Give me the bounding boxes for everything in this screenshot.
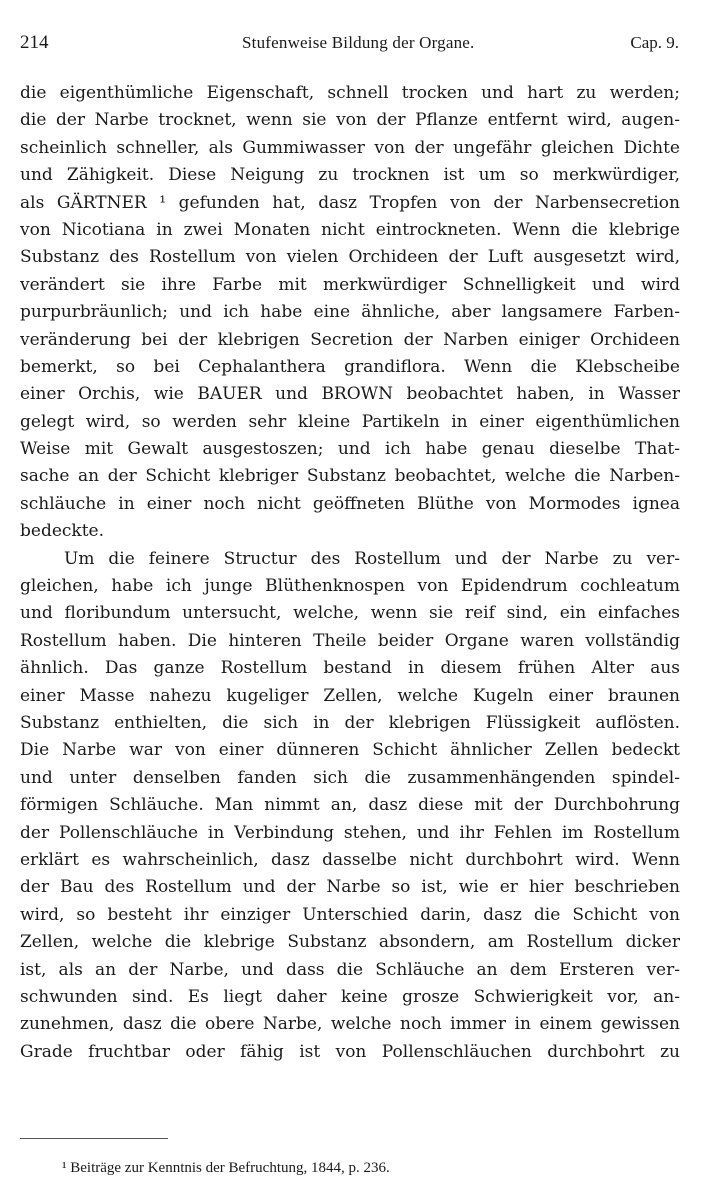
text-line: Rostellum haben. Die hinteren Theile beider Organe waren vollständig <box>20 630 680 651</box>
running-title: Stufenweise Bildung der Organe. <box>242 33 475 52</box>
text-line: einer Orchis, wie BAUER und BROWN beobachtet haben, in Wasser <box>20 384 680 405</box>
text-line: veränderung bei der klebrigen Secretion der Narben einiger Orchideen <box>20 329 680 350</box>
text-line: wird, so besteht ihr einziger Unterschied darin, dasz die Schicht von <box>20 904 680 925</box>
text-line: von Nicotiana in zwei Monaten nicht eintrockneten. Wenn die klebrige <box>20 219 680 240</box>
text-line: Substanz des Rostellum von vielen Orchideen der Luft ausgesetzt wird, <box>20 247 680 268</box>
text-line: der Bau des Rostellum und der Narbe so ist, wie er hier beschrieben <box>20 877 680 898</box>
text-line: Weise mit Gewalt ausgestoszen; und ich habe genau dieselbe That- <box>20 439 680 460</box>
text-line: scheinlich schneller, als Gummiwasser von der ungefähr gleichen Dichte <box>20 137 680 158</box>
text-line: Zellen, welche die klebrige Substanz absondern, am Rostellum dicker <box>20 932 680 953</box>
text-line: sache an der Schicht klebriger Substanz beobachtet, welche die Narben- <box>20 466 680 487</box>
page-header <box>20 32 679 56</box>
text-line: Grade fruchtbar oder fähig ist von Pollenschläuchen durchbohrt zu <box>20 1041 680 1062</box>
page-number: 214 <box>20 32 49 53</box>
text-line: ist, als an der Narbe, und dass die Schläuche an dem Ersteren ver- <box>20 959 680 980</box>
text-line: bemerkt, so bei Cephalanthera grandiflora. Wenn die Klebscheibe <box>20 356 680 377</box>
text-line: der Pollenschläuche in Verbindung stehen, und ihr Fehlen im Rostellum <box>20 822 680 843</box>
text-line: und floribundum untersucht, welche, wenn sie reif sind, ein einfaches <box>20 603 680 624</box>
text-line: die der Narbe trocknet, wenn sie von der Pflanze entfernt wird, augen- <box>20 110 680 131</box>
footnote: ¹ Beiträge zur Kenntnis der Befruchtung, 1844, p. 236. <box>62 1160 390 1176</box>
body-text <box>20 80 680 1066</box>
footnote-divider <box>20 1138 168 1139</box>
text-line: zunehmen, dasz die obere Narbe, welche noch immer in einem gewissen <box>20 1014 680 1035</box>
text-line: förmigen Schläuche. Man nimmt an, dasz diese mit der Durchbohrung <box>20 795 680 816</box>
text-line: gelegt wird, so werden sehr kleine Partikeln in einer eigenthümlichen <box>20 411 680 432</box>
text-line: schläuche in einer noch nicht geöffneten Blüthe von Mormodes ignea <box>20 493 680 514</box>
text-line: und Zähigkeit. Diese Neigung zu trocknen ist um so merkwürdiger, <box>20 165 680 186</box>
text-line: und unter denselben fanden sich die zusammenhängenden spindel- <box>20 767 680 788</box>
text-line: verändert sie ihre Farbe mit merkwürdiger Schnelligkeit und wird <box>20 274 680 295</box>
text-line: erklärt es wahrscheinlich, dasz dasselbe nicht durchbohrt wird. Wenn <box>20 849 680 870</box>
text-line: purpurbräunlich; und ich habe eine ähnliche, aber langsamere Farben- <box>20 302 680 323</box>
text-line: Die Narbe war von einer dünneren Schicht ähnlicher Zellen bedeckt <box>20 740 680 761</box>
text-line: bedeckte. <box>20 521 105 542</box>
text-line: Substanz enthielten, die sich in der klebrigen Flüssigkeit auflösten. <box>20 712 680 733</box>
text-line: gleichen, habe ich junge Blüthenknospen von Epidendrum cochleatum <box>20 576 680 597</box>
text-line: einer Masse nahezu kugeliger Zellen, welche Kugeln einer braunen <box>20 685 680 706</box>
chapter-label: Cap. 9. <box>630 33 679 52</box>
text-line: ähnlich. Das ganze Rostellum bestand in diesem frühen Alter aus <box>20 658 680 679</box>
text-line: als GÄRTNER ¹ gefunden hat, dasz Tropfen von der Narbensecretion <box>20 192 680 213</box>
text-line: die eigenthümliche Eigenschaft, schnell trocken und hart zu werden; <box>20 83 680 103</box>
paragraph-start-line: Um die feinere Structur des Rostellum und der Narbe zu ver- <box>64 548 680 569</box>
text-line: schwunden sind. Es liegt daher keine grosze Schwierigkeit vor, an- <box>20 986 680 1007</box>
